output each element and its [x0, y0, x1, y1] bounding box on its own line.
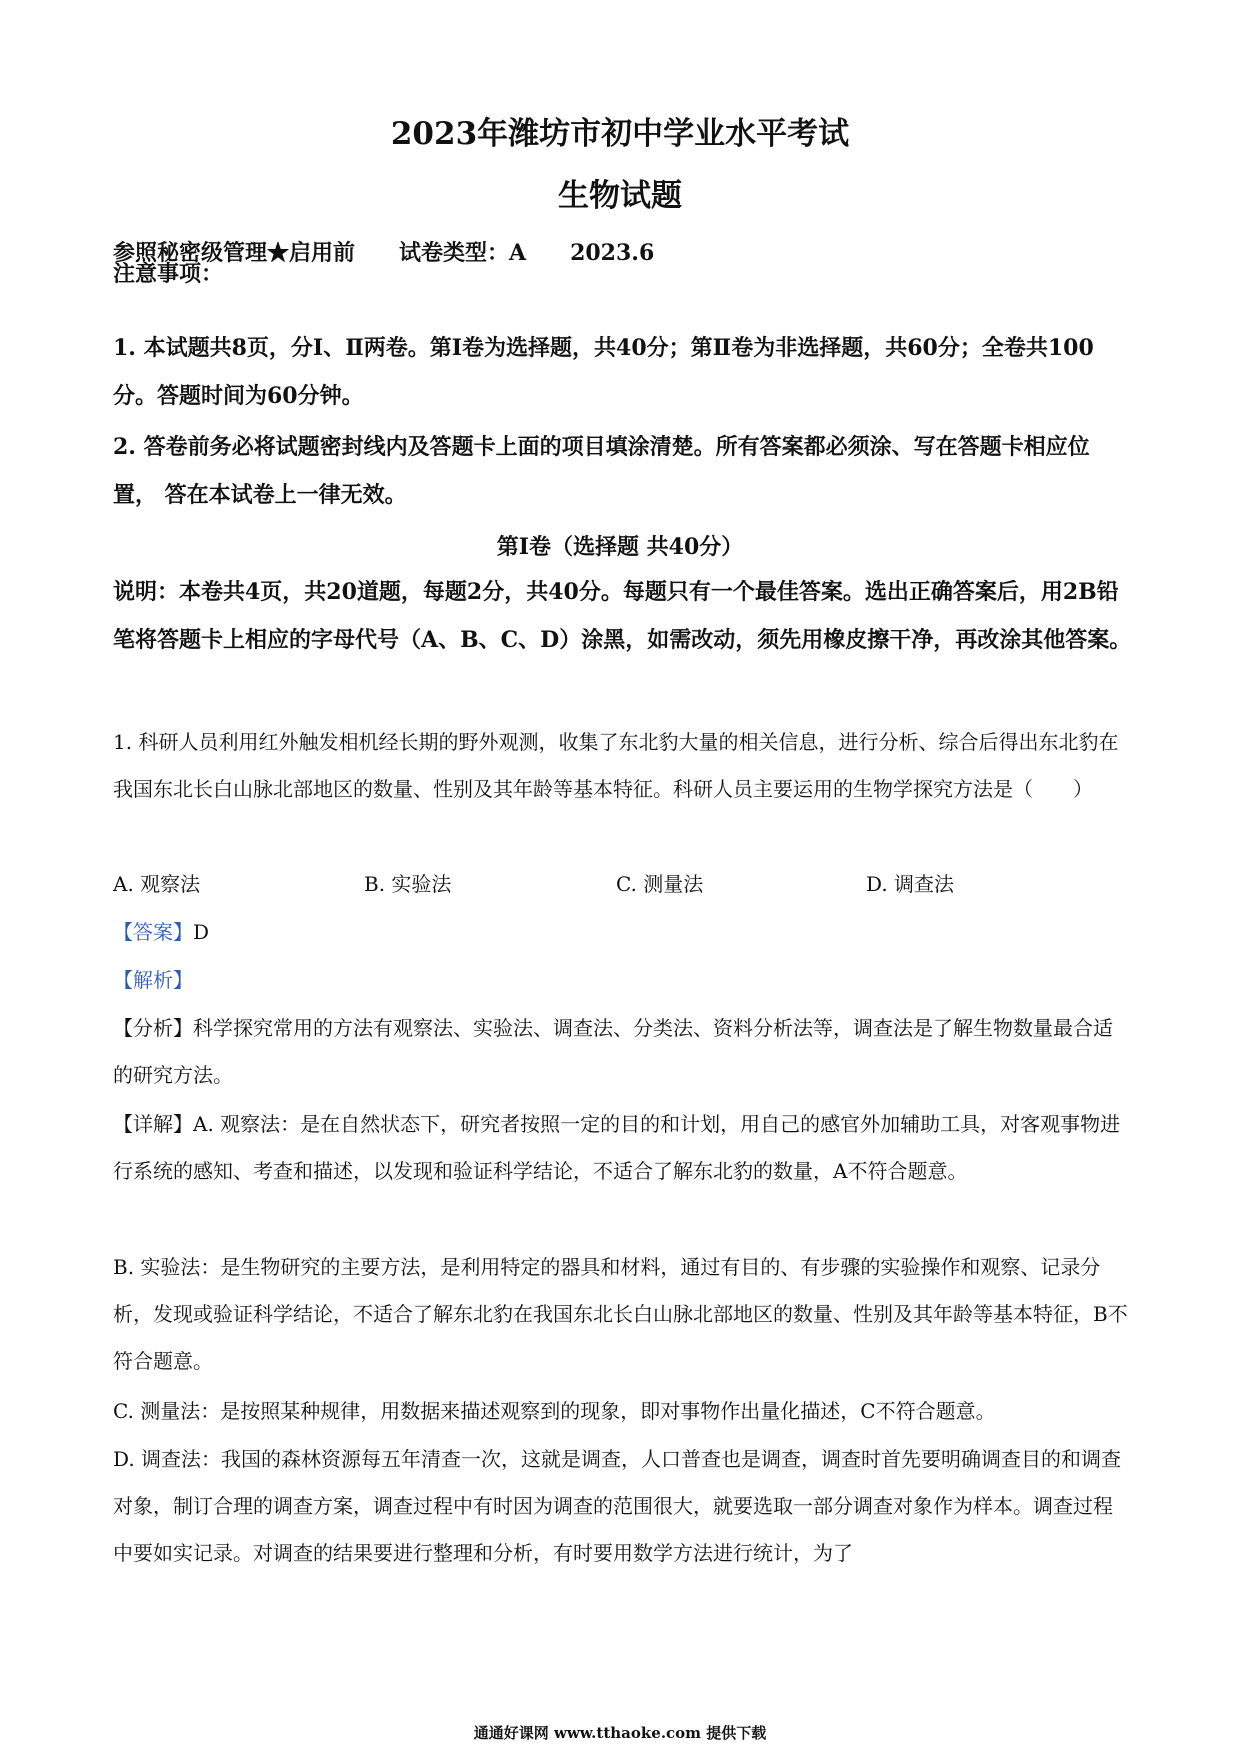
exam-meta-line: 参照秘密级管理★启用前 试卷类型：A 2023.6 [113, 240, 655, 266]
notice-heading: 注意事项： [113, 261, 224, 287]
notice-item-2: 2. 答卷前务必将试题密封线内及答题卡上面的项目填涂清楚。所有答案都必须涂、写在答题卡相应位置， 答在本试卷上一律无效。 [113, 434, 1090, 508]
option-b: B. 实验法 [364, 872, 452, 896]
option-d: D. 调查法 [866, 872, 955, 896]
exam-subtitle: 生物试题 [558, 178, 682, 214]
detail-a: 【详解】A. 观察法：是在自然状态下，研究者按照一定的目的和计划，用自己的感官外加辅助工具，对客观事物进行系统的感知、考查和描述，以发现和验证科学结论，不适合了解东北豹的数量，A不符合题意。 [113, 1112, 1121, 1183]
detail-b: B. 实验法：是生物研究的主要方法，是利用特定的器具和材料，通过有目的、有步骤的实验操作和观察、记录分析，发现或验证科学结论，不适合了解东北豹在我国东北长白山脉北部地区的数量、性别及其年龄等基本特征，B不符合题意。 [113, 1255, 1128, 1373]
section-instructions: 说明：本卷共4页，共20道题，每题2分，共40分。每题只有一个最佳答案。选出正确答案后，用2B铅笔将答题卡上相应的字母代号（A、B、C、D）涂黑，如需改动，须先用橡皮擦干净，再改涂其他答案。 [113, 579, 1132, 653]
analysis-label: 【解析】 [113, 968, 193, 992]
notice-item-1: 1. 本试题共8页，分Ⅰ、Ⅱ两卷。第Ⅰ卷为选择题，共40分；第Ⅱ卷为非选择题，共60分；全卷共100分。答题时间为60分钟。 [113, 335, 1094, 409]
detail-c: C. 测量法：是按照某种规律，用数据来描述观察到的现象，即对事物作出量化描述，C不符合题意。 [113, 1399, 996, 1423]
option-a: A. 观察法 [113, 872, 201, 896]
exam-title: 2023年潍坊市初中学业水平考试 [390, 116, 850, 152]
answer-line [113, 909, 1128, 956]
answer-label: 【答案】 [113, 920, 193, 944]
section-title: 第Ⅰ卷（选择题 共40分） [496, 534, 744, 560]
detail-d: D. 调查法：我国的森林资源每五年清查一次，这就是调查，人口普查也是调查，调查时首先要明确调查目的和调查对象，制订合理的调查方案，调查过程中有时因为调查的范围很大，就要选取一部分调查对象作为样本。调查过程中要如实记录。对调查的结果要进行整理和分析，有时要用数学方法进行统计，为了 [113, 1447, 1122, 1565]
analysis-text: 【分析】科学探究常用的方法有观察法、实验法、调查法、分类法、资料分析法等，调查法是了解生物数量最合适的研究方法。 [113, 1016, 1113, 1087]
question-1-stem: 1. 科研人员利用红外触发相机经长期的野外观测，收集了东北豹大量的相关信息，进行分析、综合后得出东北豹在我国东北长白山脉北部地区的数量、性别及其年龄等基本特征。科研人员主要运用的生物学探究方法是（ ） [113, 730, 1119, 801]
option-c: C. 测量法 [616, 872, 704, 896]
answer-value: D [193, 920, 210, 944]
page-footer: 通通好课网 www.tthaoke.com 提供下载 [473, 1724, 767, 1742]
